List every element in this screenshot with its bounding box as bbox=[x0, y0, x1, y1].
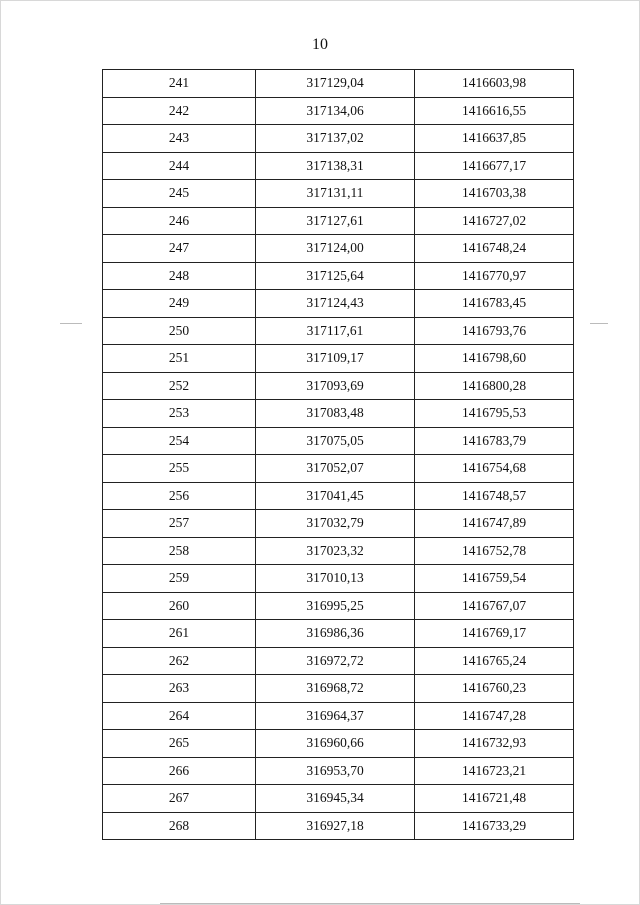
y-coordinate-cell: 1416765,24 bbox=[415, 647, 574, 675]
y-coordinate-cell: 1416727,02 bbox=[415, 207, 574, 235]
y-coordinate-cell: 1416800,28 bbox=[415, 372, 574, 400]
table-row bbox=[103, 730, 574, 758]
point-number-cell: 255 bbox=[103, 455, 256, 483]
y-coordinate-cell: 1416798,60 bbox=[415, 345, 574, 373]
point-number-cell: 254 bbox=[103, 427, 256, 455]
y-coordinate-cell: 1416793,76 bbox=[415, 317, 574, 345]
x-coordinate-cell: 317041,45 bbox=[256, 482, 415, 510]
point-number-cell: 262 bbox=[103, 647, 256, 675]
point-number-cell: 244 bbox=[103, 152, 256, 180]
table-row bbox=[103, 537, 574, 565]
table-row bbox=[103, 455, 574, 483]
table-row bbox=[103, 620, 574, 648]
table-row bbox=[103, 235, 574, 263]
point-number-cell: 267 bbox=[103, 785, 256, 813]
y-coordinate-cell: 1416795,53 bbox=[415, 400, 574, 428]
y-coordinate-cell: 1416759,54 bbox=[415, 565, 574, 593]
point-number-cell: 265 bbox=[103, 730, 256, 758]
y-coordinate-cell: 1416769,17 bbox=[415, 620, 574, 648]
x-coordinate-cell: 316964,37 bbox=[256, 702, 415, 730]
table-row bbox=[103, 262, 574, 290]
point-number-cell: 252 bbox=[103, 372, 256, 400]
point-number-cell: 256 bbox=[103, 482, 256, 510]
scan-artifact bbox=[590, 323, 608, 324]
y-coordinate-cell: 1416760,23 bbox=[415, 675, 574, 703]
x-coordinate-cell: 317125,64 bbox=[256, 262, 415, 290]
point-number-cell: 249 bbox=[103, 290, 256, 318]
x-coordinate-cell: 316953,70 bbox=[256, 757, 415, 785]
x-coordinate-cell: 317124,43 bbox=[256, 290, 415, 318]
x-coordinate-cell: 317052,07 bbox=[256, 455, 415, 483]
y-coordinate-cell: 1416723,21 bbox=[415, 757, 574, 785]
x-coordinate-cell: 316972,72 bbox=[256, 647, 415, 675]
point-number-cell: 253 bbox=[103, 400, 256, 428]
x-coordinate-cell: 317010,13 bbox=[256, 565, 415, 593]
x-coordinate-cell: 316945,34 bbox=[256, 785, 415, 813]
table-row bbox=[103, 125, 574, 153]
x-coordinate-cell: 317129,04 bbox=[256, 70, 415, 98]
x-coordinate-cell: 317134,06 bbox=[256, 97, 415, 125]
coordinates-table bbox=[102, 69, 574, 840]
point-number-cell: 245 bbox=[103, 180, 256, 208]
table-row bbox=[103, 757, 574, 785]
table-row bbox=[103, 482, 574, 510]
table-row bbox=[103, 180, 574, 208]
point-number-cell: 258 bbox=[103, 537, 256, 565]
y-coordinate-cell: 1416733,29 bbox=[415, 812, 574, 840]
y-coordinate-cell: 1416732,93 bbox=[415, 730, 574, 758]
x-coordinate-cell: 317124,00 bbox=[256, 235, 415, 263]
x-coordinate-cell: 316960,66 bbox=[256, 730, 415, 758]
table-row bbox=[103, 592, 574, 620]
x-coordinate-cell: 317131,11 bbox=[256, 180, 415, 208]
point-number-cell: 247 bbox=[103, 235, 256, 263]
y-coordinate-cell: 1416703,38 bbox=[415, 180, 574, 208]
x-coordinate-cell: 316927,18 bbox=[256, 812, 415, 840]
scan-artifact bbox=[160, 903, 580, 904]
point-number-cell: 250 bbox=[103, 317, 256, 345]
y-coordinate-cell: 1416783,45 bbox=[415, 290, 574, 318]
table-row bbox=[103, 427, 574, 455]
y-coordinate-cell: 1416603,98 bbox=[415, 70, 574, 98]
y-coordinate-cell: 1416783,79 bbox=[415, 427, 574, 455]
y-coordinate-cell: 1416721,48 bbox=[415, 785, 574, 813]
point-number-cell: 263 bbox=[103, 675, 256, 703]
y-coordinate-cell: 1416748,57 bbox=[415, 482, 574, 510]
x-coordinate-cell: 317075,05 bbox=[256, 427, 415, 455]
table-row bbox=[103, 510, 574, 538]
point-number-cell: 242 bbox=[103, 97, 256, 125]
table-row bbox=[103, 70, 574, 98]
y-coordinate-cell: 1416767,07 bbox=[415, 592, 574, 620]
table-row bbox=[103, 290, 574, 318]
table-row bbox=[103, 702, 574, 730]
table-row bbox=[103, 317, 574, 345]
point-number-cell: 266 bbox=[103, 757, 256, 785]
point-number-cell: 246 bbox=[103, 207, 256, 235]
x-coordinate-cell: 316995,25 bbox=[256, 592, 415, 620]
y-coordinate-cell: 1416747,28 bbox=[415, 702, 574, 730]
y-coordinate-cell: 1416748,24 bbox=[415, 235, 574, 263]
table-row bbox=[103, 812, 574, 840]
scan-artifact bbox=[60, 323, 82, 324]
y-coordinate-cell: 1416637,85 bbox=[415, 125, 574, 153]
page-number: 10 bbox=[312, 36, 328, 53]
y-coordinate-cell: 1416747,89 bbox=[415, 510, 574, 538]
x-coordinate-cell: 317109,17 bbox=[256, 345, 415, 373]
point-number-cell: 251 bbox=[103, 345, 256, 373]
table-row bbox=[103, 785, 574, 813]
x-coordinate-cell: 317127,61 bbox=[256, 207, 415, 235]
x-coordinate-cell: 317093,69 bbox=[256, 372, 415, 400]
x-coordinate-cell: 317032,79 bbox=[256, 510, 415, 538]
y-coordinate-cell: 1416752,78 bbox=[415, 537, 574, 565]
point-number-cell: 259 bbox=[103, 565, 256, 593]
point-number-cell: 264 bbox=[103, 702, 256, 730]
x-coordinate-cell: 317117,61 bbox=[256, 317, 415, 345]
coordinates-table-body bbox=[103, 70, 574, 840]
y-coordinate-cell: 1416616,55 bbox=[415, 97, 574, 125]
table-row bbox=[103, 400, 574, 428]
x-coordinate-cell: 317137,02 bbox=[256, 125, 415, 153]
table-row bbox=[103, 345, 574, 373]
point-number-cell: 243 bbox=[103, 125, 256, 153]
x-coordinate-cell: 317138,31 bbox=[256, 152, 415, 180]
y-coordinate-cell: 1416754,68 bbox=[415, 455, 574, 483]
y-coordinate-cell: 1416677,17 bbox=[415, 152, 574, 180]
table-row bbox=[103, 152, 574, 180]
x-coordinate-cell: 317083,48 bbox=[256, 400, 415, 428]
point-number-cell: 257 bbox=[103, 510, 256, 538]
y-coordinate-cell: 1416770,97 bbox=[415, 262, 574, 290]
table-row bbox=[103, 97, 574, 125]
point-number-cell: 260 bbox=[103, 592, 256, 620]
x-coordinate-cell: 317023,32 bbox=[256, 537, 415, 565]
table-row bbox=[103, 647, 574, 675]
x-coordinate-cell: 316968,72 bbox=[256, 675, 415, 703]
table-row bbox=[103, 207, 574, 235]
table-row bbox=[103, 372, 574, 400]
table-row bbox=[103, 565, 574, 593]
point-number-cell: 248 bbox=[103, 262, 256, 290]
table-row bbox=[103, 675, 574, 703]
point-number-cell: 261 bbox=[103, 620, 256, 648]
x-coordinate-cell: 316986,36 bbox=[256, 620, 415, 648]
point-number-cell: 268 bbox=[103, 812, 256, 840]
point-number-cell: 241 bbox=[103, 70, 256, 98]
